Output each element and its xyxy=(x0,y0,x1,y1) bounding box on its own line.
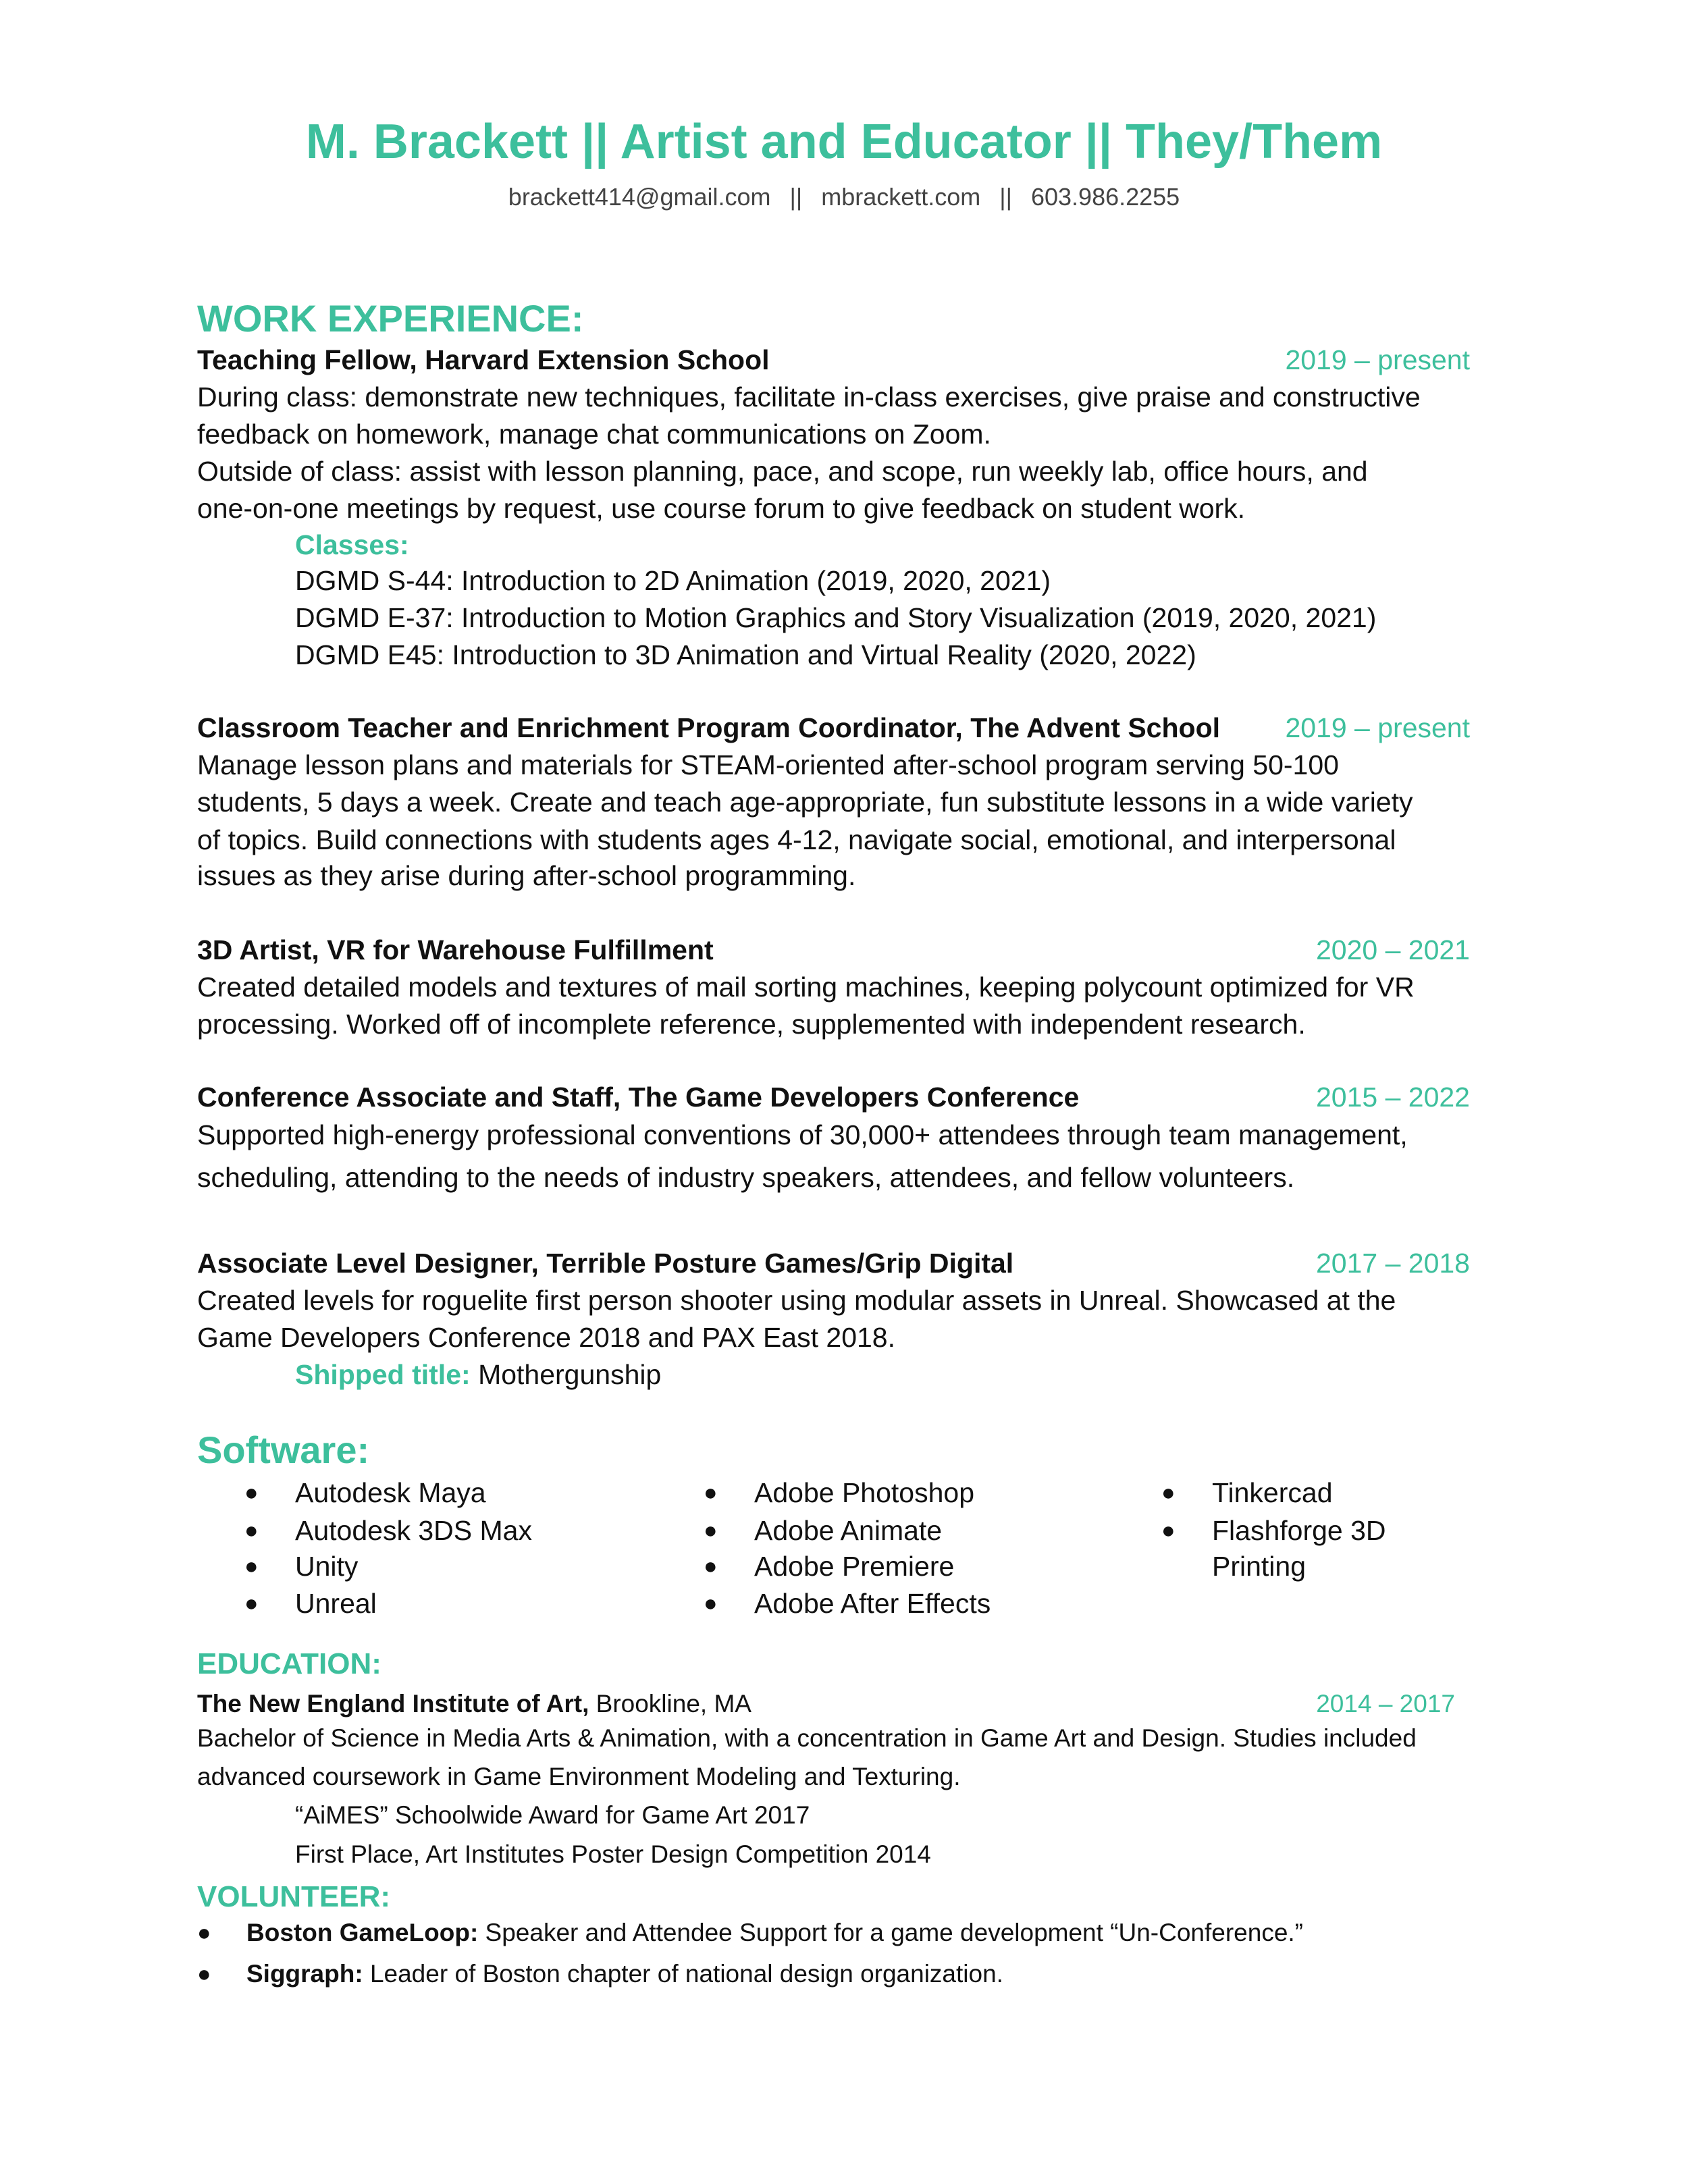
class-item: DGMD E-37: Introduction to Motion Graphics and Story Visualization (2019, 2020, 2021) xyxy=(295,602,1377,633)
contact-line xyxy=(0,180,1688,214)
software-item: Adobe Animate xyxy=(754,1515,943,1546)
job-description: scheduling, attending to the needs of industry speakers, attendees, and fellow volunteers. xyxy=(197,1162,1295,1193)
separator: || xyxy=(789,183,803,211)
job-description: Created levels for roguelite first person shooter using modular assets in Unreal. Showcased at the xyxy=(197,1285,1396,1316)
volunteer-item xyxy=(246,1956,1003,1992)
bullet-icon: ● xyxy=(704,1480,718,1506)
bullet-icon: ● xyxy=(704,1518,718,1543)
bullet-icon: ● xyxy=(704,1591,718,1616)
job-title: 3D Artist, VR for Warehouse Fulfillment xyxy=(197,934,714,965)
job-description: Outside of class: assist with lesson planning, pace, and scope, run weekly lab, office hours, and xyxy=(197,456,1368,487)
software-item: Adobe Photoshop xyxy=(754,1477,974,1508)
job-description: feedback on homework, manage chat communications on Zoom. xyxy=(197,419,991,450)
volunteer-heading: VOLUNTEER: xyxy=(197,1880,390,1913)
volunteer-text: Speaker and Attendee Support for a game development “Un-Conference.” xyxy=(485,1919,1304,1946)
bullet-icon: ● xyxy=(197,1920,211,1946)
email-link[interactable]: brackett414@gmail.com xyxy=(508,183,771,211)
education-description: Bachelor of Science in Media Arts & Animation, with a concentration in Game Art and Design. Studies included xyxy=(197,1724,1417,1752)
software-item: Printing xyxy=(1212,1551,1307,1582)
page-title: M. Brackett || Artist and Educator || They/Them xyxy=(305,115,1383,169)
job-description: students, 5 days a week. Create and teach age-appropriate, fun substitute lessons in a wide variety xyxy=(197,787,1413,818)
award: “AiMES” Schoolwide Award for Game Art 2017 xyxy=(295,1801,810,1829)
school-location: Brookline, MA xyxy=(596,1690,751,1717)
bullet-icon: ● xyxy=(704,1553,718,1579)
job-dates: 2019 – present xyxy=(1285,344,1470,375)
bullet-icon: ● xyxy=(244,1553,259,1579)
volunteer-org: Boston GameLoop: xyxy=(246,1919,479,1946)
job-description: Supported high-energy professional conventions of 30,000+ attendees through team management, xyxy=(197,1119,1408,1150)
bullet-icon: ● xyxy=(244,1591,259,1616)
school-name: The New England Institute of Art, xyxy=(197,1690,589,1717)
job-dates: 2020 – 2021 xyxy=(1315,934,1470,965)
software-heading: Software: xyxy=(197,1429,370,1471)
bullet-icon: ● xyxy=(1161,1518,1176,1543)
software-item: Unity xyxy=(295,1551,359,1582)
job-description: Manage lesson plans and materials for STEAM-oriented after-school program serving 50-100 xyxy=(197,749,1339,780)
job-description: processing. Worked off of incomplete reference, supplemented with independent research. xyxy=(197,1009,1306,1040)
job-dates: 2019 – present xyxy=(1285,712,1470,743)
software-item: Flashforge 3D xyxy=(1212,1515,1386,1546)
job-title: Classroom Teacher and Enrichment Program Coordinator, The Advent School xyxy=(197,712,1220,743)
software-item: Autodesk 3DS Max xyxy=(295,1515,532,1546)
work-experience-heading: WORK EXPERIENCE: xyxy=(197,297,584,340)
bullet-icon: ● xyxy=(197,1961,211,1987)
separator: || xyxy=(999,183,1012,211)
job-title: Conference Associate and Staff, The Game Developers Conference xyxy=(197,1082,1080,1113)
job-title: Associate Level Designer, Terrible Posture Games/Grip Digital xyxy=(197,1248,1014,1279)
job-dates: 2015 – 2022 xyxy=(1315,1082,1470,1113)
software-item: Adobe Premiere xyxy=(754,1551,955,1582)
bullet-icon: ● xyxy=(244,1480,259,1506)
job-description: During class: demonstrate new techniques, facilitate in-class exercises, give praise and constructive xyxy=(197,381,1421,412)
software-item: Unreal xyxy=(295,1588,377,1619)
volunteer-org: Siggraph: xyxy=(246,1960,363,1988)
award: First Place, Art Institutes Poster Design Competition 2014 xyxy=(295,1840,931,1868)
software-item: Autodesk Maya xyxy=(295,1477,486,1508)
education-heading: EDUCATION: xyxy=(197,1647,381,1680)
job-description: Game Developers Conference 2018 and PAX East 2018. xyxy=(197,1322,895,1353)
website-link[interactable]: mbrackett.com xyxy=(821,183,981,211)
job-description: issues as they arise during after-school programming. xyxy=(197,860,856,891)
job-title: Teaching Fellow, Harvard Extension School xyxy=(197,344,770,375)
class-item: DGMD E45: Introduction to 3D Animation and Virtual Reality (2020, 2022) xyxy=(295,639,1196,670)
classes-label: Classes: xyxy=(295,529,409,560)
job-description: Created detailed models and textures of mail sorting machines, keeping polycount optimized for VR xyxy=(197,971,1415,1003)
job-description: one-on-one meetings by request, use course forum to give feedback on student work. xyxy=(197,493,1246,524)
volunteer-item xyxy=(246,1915,1303,1951)
class-item: DGMD S-44: Introduction to 2D Animation (2019, 2020, 2021) xyxy=(295,565,1051,596)
shipped-title xyxy=(295,1356,661,1393)
shipped-value: Mothergunship xyxy=(478,1359,662,1390)
shipped-label: Shipped title: xyxy=(295,1359,471,1390)
job-description: of topics. Build connections with students ages 4-12, navigate social, emotional, and interpersonal xyxy=(197,824,1396,855)
school xyxy=(197,1686,751,1722)
volunteer-text: Leader of Boston chapter of national design organization. xyxy=(369,1960,1003,1988)
education-dates: 2014 – 2017 xyxy=(1316,1690,1455,1717)
software-item: Adobe After Effects xyxy=(754,1588,991,1619)
software-item: Tinkercad xyxy=(1212,1477,1333,1508)
education-description: advanced coursework in Game Environment Modeling and Texturing. xyxy=(197,1763,961,1790)
job-dates: 2017 – 2018 xyxy=(1315,1248,1470,1279)
phone: 603.986.2255 xyxy=(1030,183,1180,211)
bullet-icon: ● xyxy=(1161,1480,1176,1506)
bullet-icon: ● xyxy=(244,1518,259,1543)
